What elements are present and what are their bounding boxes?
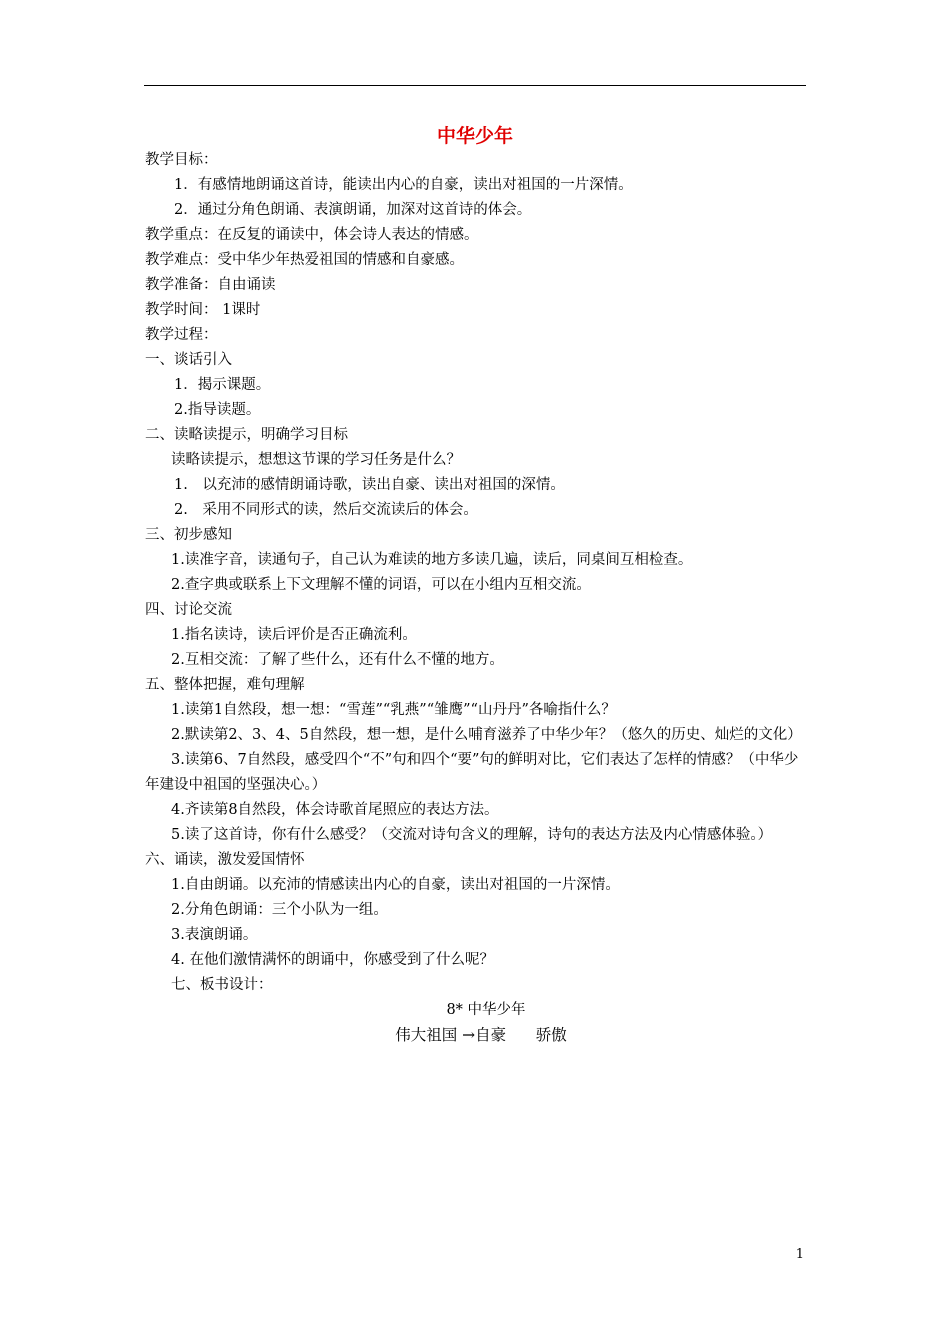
heading-process: 教学过程： xyxy=(145,327,218,343)
board-title: 8* 中华少年 xyxy=(446,1002,526,1018)
section-6-heading: 六、诵读，激发爱国情怀 xyxy=(145,852,305,868)
board-line: 伟大祖国 →自豪 骄傲 xyxy=(395,1026,567,1044)
section-5-heading: 五、整体把握，难句理解 xyxy=(145,677,305,693)
section-3-item-2: 2.查字典或联系上下文理解不懂的词语，可以在小组内互相交流。 xyxy=(171,577,591,593)
document-body xyxy=(145,148,807,1048)
section-4-heading: 四、讨论交流 xyxy=(145,602,232,618)
section-1-item-2: 2.指导读题。 xyxy=(174,402,261,418)
page-number: 1 xyxy=(795,1247,804,1262)
preparation: 教学准备：自由诵读 xyxy=(145,277,276,293)
section-2-item-1: 1. 以充沛的感情朗诵诗歌，读出自豪、读出对祖国的深情。 xyxy=(174,477,565,493)
section-5-item-1: 1.读第1自然段，想一想：“雪莲”“乳燕”“雏鹰”“山丹丹”各喻指什么？ xyxy=(171,702,616,718)
section-2-item-2: 2. 采用不同形式的读，然后交流读后的体会。 xyxy=(174,502,478,518)
section-2-heading: 二、读略读提示，明确学习目标 xyxy=(145,427,348,443)
section-6-item-2: 2.分角色朗诵：三个小队为一组。 xyxy=(171,902,388,918)
section-7-heading: 七、板书设计： xyxy=(171,977,273,993)
section-1-heading: 一、谈话引入 xyxy=(145,352,232,368)
section-5-item-2: 2.默读第2、3、4、5自然段，想一想，是什么哺育滋养了中华少年？（悠久的历史、灿烂的文化） xyxy=(171,727,802,743)
section-4-item-1: 1.指名读诗，读后评价是否正确流利。 xyxy=(171,627,417,643)
header-rule xyxy=(144,85,806,86)
section-2-intro: 读略读提示，想想这节课的学习任务是什么？ xyxy=(171,452,461,468)
document-title: 中华少年 xyxy=(436,125,513,147)
goal-2: 2．通过分角色朗诵、表演朗诵，加深对这首诗的体会。 xyxy=(174,202,532,218)
section-6-item-3: 3.表演朗诵。 xyxy=(171,927,258,943)
goal-1: 1．有感情地朗诵这首诗，能读出内心的自豪，读出对祖国的一片深情。 xyxy=(174,177,633,193)
difficulty: 教学难点：受中华少年热爱祖国的情感和自豪感。 xyxy=(145,252,464,268)
section-6-item-1: 1.自由朗诵。以充沛的情感读出内心的自豪，读出对祖国的一片深情。 xyxy=(171,877,620,893)
heading-goals: 教学目标： xyxy=(145,152,218,168)
section-6-item-4: 4. 在他们激情满怀的朗诵中，你感受到了什么呢？ xyxy=(171,952,494,968)
section-3-heading: 三、初步感知 xyxy=(145,527,232,543)
section-5-item-3: 3.读第6、7自然段，感受四个“不”句和四个“要”句的鲜明对比，它们表达了怎样的情感？（中华少年建设中祖国的坚强决心。） xyxy=(145,752,799,793)
section-5-item-4: 4.齐读第8自然段，体会诗歌首尾照应的表达方法。 xyxy=(171,802,499,818)
section-5-item-5: 5.读了这首诗，你有什么感受？（交流对诗句含义的理解，诗句的表达方法及内心情感体验。） xyxy=(171,827,773,843)
section-3-item-1: 1.读准字音，读通句子，自己认为难读的地方多读几遍，读后，同桌间互相检查。 xyxy=(171,552,693,568)
section-4-item-2: 2.互相交流：了解了些什么，还有什么不懂的地方。 xyxy=(171,652,504,668)
class-time: 教学时间： 1课时 xyxy=(145,302,261,318)
key-point: 教学重点：在反复的诵读中，体会诗人表达的情感。 xyxy=(145,227,479,243)
section-1-item-1: 1．揭示课题。 xyxy=(174,377,271,393)
